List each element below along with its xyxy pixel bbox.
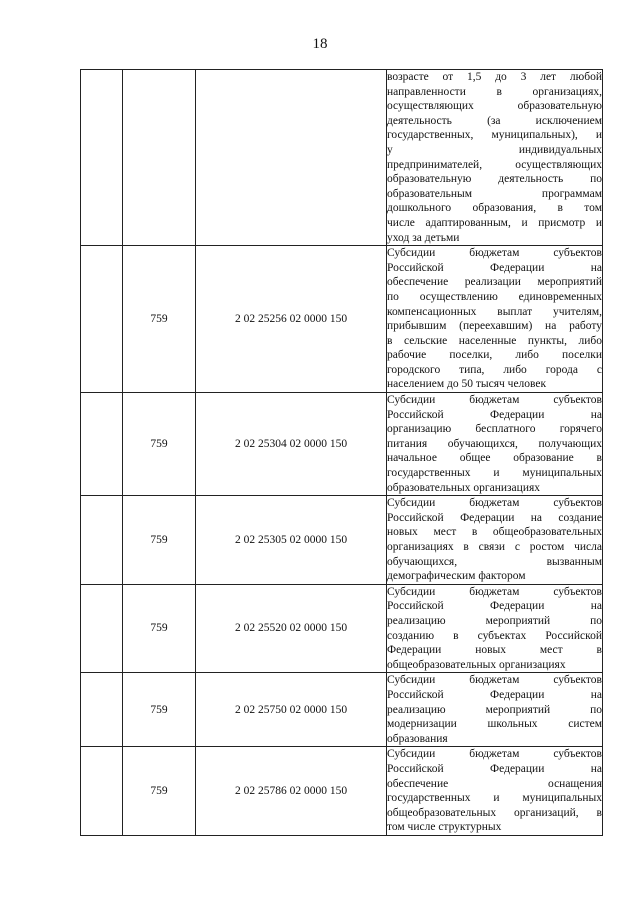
description-line: модернизации школьных систем	[387, 718, 602, 731]
description-line: населением до 50 тысяч человек	[387, 378, 547, 391]
description-line: государственных, муниципальных), и	[387, 129, 602, 142]
description-line: дошкольного образования, в том	[387, 202, 602, 215]
description-line: Российской Федерации на	[387, 762, 602, 775]
table-row	[81, 496, 603, 585]
description-line: государственных и муниципальных	[387, 792, 602, 805]
description-line: образовательную деятельность по	[387, 173, 602, 186]
description-line: Субсидии бюджетам субъектов	[387, 394, 602, 407]
blank-cell	[81, 584, 123, 673]
description-line: общеобразовательных организациях	[387, 658, 566, 671]
description-line: Российской Федерации на	[387, 408, 602, 421]
description-line: государственных и муниципальных	[387, 467, 602, 480]
description-line: по осуществлению единовременных	[387, 290, 602, 303]
description-line: Субсидии бюджетам субъектов	[387, 497, 602, 510]
description-line: уход за детьми	[387, 231, 460, 244]
administrator-code-cell	[123, 70, 196, 246]
income-description-cell	[387, 584, 603, 673]
income-description-cell	[387, 393, 603, 496]
description-line: образования	[387, 732, 448, 745]
blank-cell	[81, 70, 123, 246]
description-line: прибывшим (переехавшим) на работу	[387, 320, 602, 333]
description-line: деятельность (за исключением	[387, 114, 602, 127]
table-row	[81, 747, 603, 836]
table-row	[81, 246, 603, 393]
description-line: Российской Федерации на создание	[387, 511, 602, 524]
description-line: числе адаптированным, и присмотр и	[387, 216, 602, 229]
description-line: направленности в организациях,	[387, 85, 602, 98]
description-line: Субсидии бюджетам субъектов	[387, 585, 602, 598]
description-line: реализацию мероприятий по	[387, 703, 602, 716]
blank-cell	[81, 747, 123, 836]
description-line: возрасте от 1,5 до 3 лет любой	[387, 71, 602, 83]
budget-classification-code-cell	[196, 70, 387, 246]
budget-classification-code-cell: 2 02 25750 02 0000 150	[196, 673, 387, 747]
income-description-cell	[387, 673, 603, 747]
blank-cell	[81, 673, 123, 747]
page-number: 18	[312, 36, 328, 52]
description-line: рабочие поселки, либо поселки	[387, 349, 602, 362]
description-line: начальное общее образование в	[387, 452, 602, 465]
income-description-cell	[387, 496, 603, 585]
description-line: в сельские населенные пункты, либо	[387, 334, 602, 347]
description-line: обучающихся, вызванным	[387, 555, 602, 568]
description-line: реализацию мероприятий по	[387, 614, 602, 627]
administrator-code-cell: 759	[123, 747, 196, 836]
description-line: Субсидии бюджетам субъектов	[387, 674, 602, 687]
description-line: том числе структурных	[387, 821, 502, 834]
budget-classification-code-cell: 2 02 25304 02 0000 150	[196, 393, 387, 496]
description-line: созданию в субъектах Российской	[387, 629, 602, 642]
budget-classification-code-cell: 2 02 25786 02 0000 150	[196, 747, 387, 836]
description-line: организацию бесплатного горячего	[387, 423, 602, 436]
description-line: компенсационных выплат учителям,	[387, 305, 602, 318]
description-line: новых мест в общеобразовательных	[387, 526, 602, 539]
income-description-cell	[387, 747, 603, 836]
description-line: Российской Федерации на	[387, 261, 602, 274]
administrator-code-cell: 759	[123, 496, 196, 585]
administrator-code-cell: 759	[123, 584, 196, 673]
administrator-code-cell: 759	[123, 393, 196, 496]
description-line: общеобразовательных организаций, в	[387, 806, 602, 819]
budget-classification-code-cell: 2 02 25520 02 0000 150	[196, 584, 387, 673]
description-line: осуществляющих образовательную	[387, 100, 602, 113]
description-line: демографическим фактором	[387, 570, 526, 583]
description-line: у индивидуальных	[387, 143, 602, 156]
description-line: питания обучающихся, получающих	[387, 437, 602, 450]
budget-classification-code-cell: 2 02 25305 02 0000 150	[196, 496, 387, 585]
description-line: Российской Федерации на	[387, 688, 602, 701]
description-line: Субсидии бюджетам субъектов	[387, 748, 602, 761]
budget-classification-code-cell: 2 02 25256 02 0000 150	[196, 246, 387, 393]
table-row	[81, 673, 603, 747]
table-row	[81, 70, 603, 246]
blank-cell	[81, 496, 123, 585]
budget-code-table	[80, 69, 603, 836]
description-line: организациях в связи с ростом числа	[387, 541, 602, 553]
description-line: обеспечение реализации мероприятий	[387, 276, 602, 289]
table-row	[81, 584, 603, 673]
income-description-cell	[387, 70, 603, 246]
description-line: образовательных организациях	[387, 481, 541, 494]
blank-cell	[81, 246, 123, 393]
income-description-cell	[387, 246, 603, 393]
description-line: Федерации новых мест в	[387, 644, 602, 657]
blank-cell	[81, 393, 123, 496]
administrator-code-cell: 759	[123, 673, 196, 747]
description-line: городского типа, либо города с	[387, 363, 602, 376]
description-line: Субсидии бюджетам субъектов	[387, 247, 602, 260]
administrator-code-cell: 759	[123, 246, 196, 393]
description-line: образовательным программам	[387, 187, 602, 200]
table-row	[81, 393, 603, 496]
description-line: Российской Федерации на	[387, 600, 602, 613]
description-line: предпринимателей, осуществляющих	[387, 158, 602, 171]
description-line: обеспечение оснащения	[387, 777, 602, 790]
